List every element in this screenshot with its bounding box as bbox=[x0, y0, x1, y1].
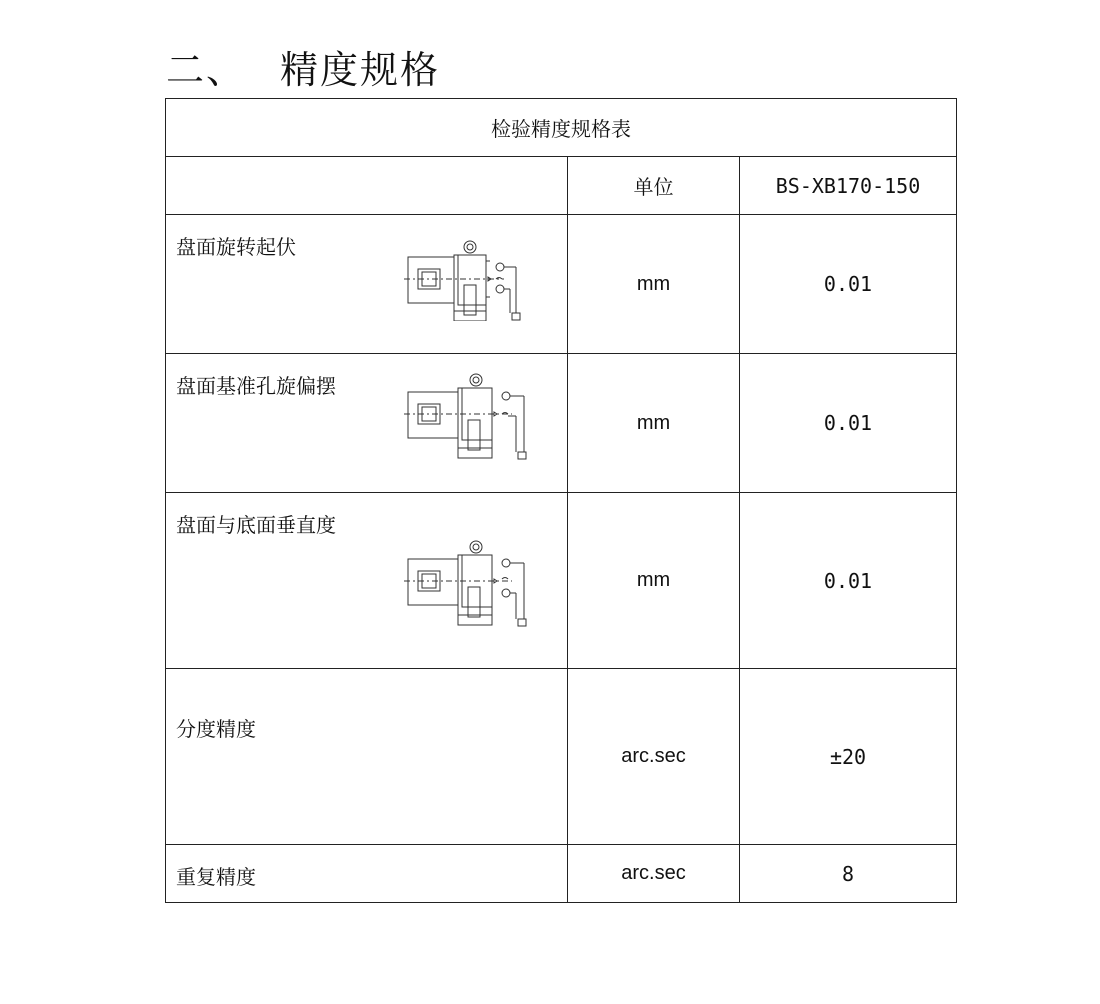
section-title bbox=[166, 44, 440, 96]
row-item-label: 重复精度 bbox=[176, 865, 256, 889]
row-unit: arc.sec bbox=[568, 669, 740, 845]
section-number: 二、 bbox=[166, 48, 247, 92]
rotary-table-runout-diagram bbox=[404, 237, 536, 321]
datum-hole-runout-diagram bbox=[404, 370, 536, 460]
row-item-label: 盘面基准孔旋偏摆 bbox=[176, 374, 336, 398]
row-unit: mm bbox=[568, 215, 740, 354]
table-row bbox=[166, 354, 957, 493]
table-caption: 检验精度规格表 bbox=[166, 99, 957, 157]
table-caption-row bbox=[166, 99, 957, 157]
row-unit: arc.sec bbox=[568, 845, 740, 903]
row-unit: mm bbox=[568, 493, 740, 669]
row-value: 0.01 bbox=[740, 215, 957, 354]
table-row bbox=[166, 493, 957, 669]
header-item bbox=[166, 157, 568, 215]
header-model: BS-XB170-150 bbox=[740, 157, 957, 215]
perpendicularity-diagram bbox=[404, 537, 536, 627]
section-heading: 精度规格 bbox=[280, 48, 441, 92]
row-value: 0.01 bbox=[740, 493, 957, 669]
row-item-cell bbox=[166, 354, 568, 493]
row-value: ±20 bbox=[740, 669, 957, 845]
table-header-row bbox=[166, 157, 957, 215]
row-item-cell bbox=[166, 215, 568, 354]
row-item-label: 盘面与底面垂直度 bbox=[176, 513, 336, 537]
row-value: 8 bbox=[740, 845, 957, 903]
table-row bbox=[166, 215, 957, 354]
row-item-label: 分度精度 bbox=[176, 717, 256, 741]
row-item-label: 盘面旋转起伏 bbox=[176, 235, 296, 259]
row-item-cell bbox=[166, 493, 568, 669]
row-item-cell bbox=[166, 845, 568, 903]
row-unit: mm bbox=[568, 354, 740, 493]
spec-table bbox=[165, 98, 957, 903]
row-item-cell bbox=[166, 669, 568, 845]
header-unit: 单位 bbox=[568, 157, 740, 215]
table-row bbox=[166, 669, 957, 845]
row-value: 0.01 bbox=[740, 354, 957, 493]
table-row bbox=[166, 845, 957, 903]
